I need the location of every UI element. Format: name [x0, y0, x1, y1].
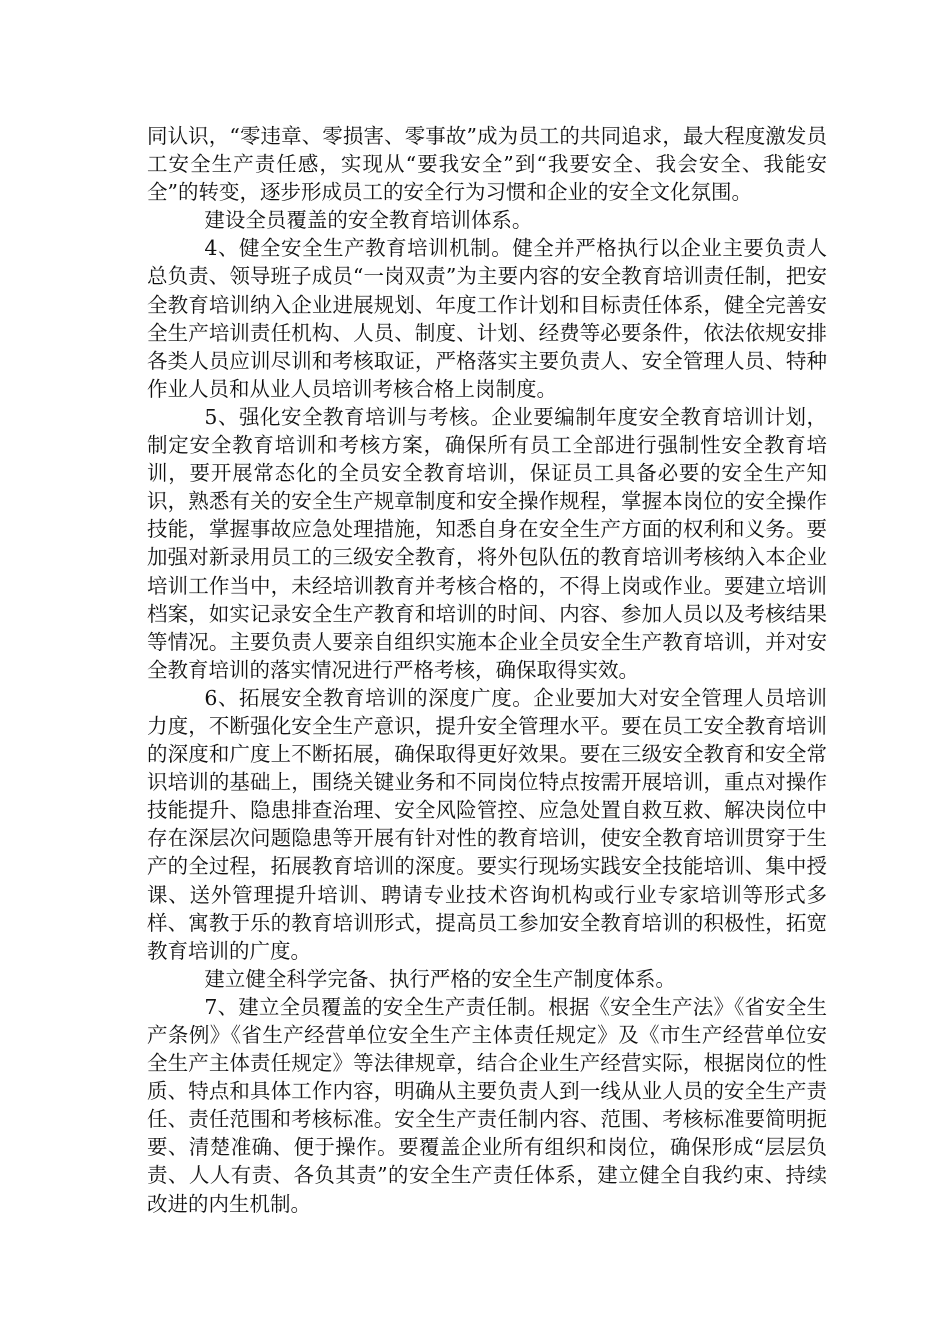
section-heading-education-system: 建设全员覆盖的安全教育培训体系。	[204, 208, 533, 233]
paragraph-item-5: 5、强化安全教育培训与考核。企业要编制年度安全教育培训计划，制定安全教育培训和考核方案，确保所有员工全部进行强制性安全教育培训，要开展常态化的全员安全教育培训，保证员工具备必要的安全生产知识，熟悉有关的安全生产规章制度和安全操作规程，掌握本岗位的安全操作技能，掌握事故应急处理措施，知悉自身在安全生产方面的权利和义务。要加强对新录用员工的三级安全教育，将外包队伍的教育培训考核纳入本企业培训工作当中，未经培训教育并考核合格的，不得上岗或作业。要建立培训档案，如实记录安全生产教育和培训的时间、内容、参加人员以及考核结果等情况。主要负责人要亲自组织实施本企业全员安全生产教育培训，并对安全教育培训的落实情况进行严格考核，确保取得实效。	[147, 404, 827, 682]
paragraph-item-4: 4、健全安全生产教育培训机制。健全并严格执行以企业主要负责人总负责、领导班子成员“一岗双责”为主要内容的安全教育培训责任制，把安全教育培训纳入企业进展规划、年度工作计划和目标责任体系，健全完善安全生产培训责任机构、人员、制度、计划、经费等必要条件，依法依规安排各类人员应训尽训和考核取证，严格落实主要负责人、安全管理人员、特种作业人员和从业人员培训考核合格上岗制度。	[147, 236, 827, 401]
paragraph-item-7: 7、建立全员覆盖的安全生产责任制。根据《安全生产法》《省安全生产条例》《省生产经营单位安全生产主体责任规定》及《市生产经营单位安全生产主体责任规定》等法律规章，结合企业生产经营实际，根据岗位的性质、特点和具体工作内容，明确从主要负责人到一线从业人员的安全生产责任、责任范围和考核标准。安全生产责任制内容、范围、考核标准要简明扼要、清楚准确、便于操作。要覆盖企业所有组织和岗位，确保形成“层层负责、人人有责、各负其责”的安全生产责任体系，建立健全自我约束、持续改进的内生机制。	[147, 994, 827, 1216]
paragraph-item-6: 6、拓展安全教育培训的深度广度。企业要加大对安全管理人员培训力度，不断强化安全生产意识，提升安全管理水平。要在员工安全教育培训的深度和广度上不断拓展，确保取得更好效果。要在三级安全教育和安全常识培训的基础上，围绕关键业务和不同岗位特点按需开展培训，重点对操作技能提升、隐患排查治理、安全风险管控、应急处置自救互救、解决岗位中存在深层次问题隐患等开展有针对性的教育培训，使安全教育培训贯穿于生产的全过程，拓展教育培训的深度。要实行现场实践安全技能培训、集中授课、送外管理提升培训、聘请专业技术咨询机构或行业专家培训等形式多样、寓教于乐的教育培训形式，提高员工参加安全教育培训的积极性，拓宽教育培训的广度。	[147, 685, 827, 963]
section-heading-regulation-system: 建立健全科学完备、执行严格的安全生产制度体系。	[204, 966, 676, 991]
paragraph-continuation: 同认识，“零违章、零损害、零事故”成为员工的共同追求，最大程度激发员工安全生产责任感，实现从“要我安全”到“我要安全、我会安全、我能安全”的转变，逐步形成员工的安全行为习惯和企业的安全文化氛围。	[147, 124, 827, 205]
document-page	[147, 122, 827, 1218]
